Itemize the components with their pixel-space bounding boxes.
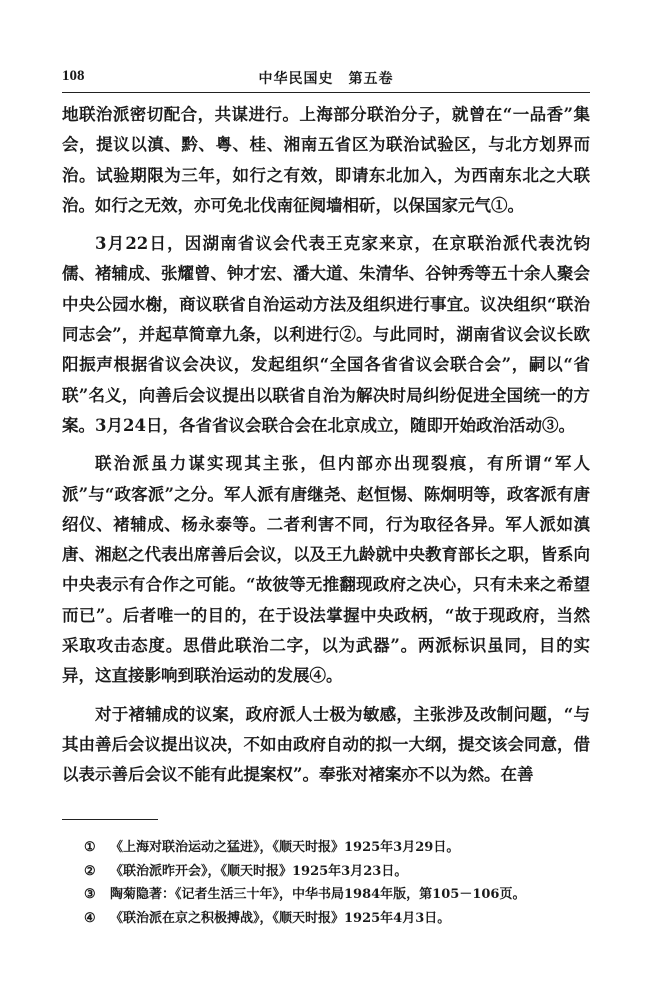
footnote-marker: ④ bbox=[84, 910, 96, 926]
footnotes bbox=[84, 836, 590, 930]
footnote-marker: ③ bbox=[84, 887, 96, 902]
footnote-marker: ① bbox=[84, 840, 96, 855]
footnote bbox=[84, 836, 590, 860]
running-title: 中华民国史 第五卷 bbox=[258, 71, 394, 87]
footnote-text: 《联治派在京之积极搏战》，《顺天时报》1925年4月3日。 bbox=[110, 910, 451, 926]
footnote-marker: ② bbox=[84, 863, 96, 879]
footnote-text: 陶菊隐著：《记者生活三十年》，中华书局1984年版，第105－106页。 bbox=[110, 887, 526, 902]
footnote-text: 《联治派昨开会》，《顺天时报》1925年3月23日。 bbox=[110, 863, 408, 879]
paragraph: 3月22日，因湖南省议会代表王克家来京，在京联治派代表沈钧儒、褚辅成、张耀曾、钟才宏、潘大道、朱清华、谷钟秀等五十余人聚会中央公园水榭，商议联省自治运动方法及组织进行事宜。议决组织“联治同志会”，并起草简章九条，以利进行②。与此同时，湖南省议会议长欧阳振声根据省议会决议，发起组织“全国各省省议会联合会”，嗣以“省联”名义，向善后会议提出以联省自治为解决时局纠纷促进全国统一的方案。3月24日，各省省议会联合会在北京成立，随即开始政治活动③。 bbox=[62, 234, 590, 435]
footnote bbox=[84, 860, 590, 884]
page-header bbox=[62, 68, 590, 90]
header-rule bbox=[62, 92, 590, 93]
footnote bbox=[84, 883, 590, 907]
footnote-text: 《上海对联治运动之猛进》，《顺天时报》1925年3月29日。 bbox=[110, 840, 460, 855]
footnote bbox=[84, 907, 590, 931]
paragraph: 地联治派密切配合，共谋进行。上海部分联治分子，就曾在“一品香”集会，提议以滇、黔、粤、桂、湘南五省区为联治试验区，与北方划界而治。试验期限为三年，如行之有效，即请东北加入，为西南东北之大联治。如行之无效，亦可免北伐南征阋墙相斫，以保国家元气①。 bbox=[62, 105, 590, 215]
body-text bbox=[62, 100, 590, 791]
page-number: 108 bbox=[62, 68, 85, 84]
footnote-rule bbox=[62, 819, 158, 820]
paragraph: 联治派虽力谋实现其主张，但内部亦出现裂痕，有所谓“军人派”与“政客派”之分。军人派有唐继尧、赵恒惕、陈炯明等，政客派有唐绍仪、褚辅成、杨永泰等。二者利害不同，行为取径各异。军人派如滇唐、湘赵之代表出席善后会议，以及王九龄就中央教育部长之职，皆系向中央表示有合作之可能。“故彼等无推翻现政府之决心，只有未来之希望而已”。后者唯一的目的，在于设法掌握中央政柄，“故于现政府，当然采取攻击态度。思借此联治二字，以为武器”。两派标识虽同，目的实异，这直接影响到联治运动的发展④。 bbox=[62, 454, 590, 686]
paragraph: 对于褚辅成的议案，政府派人士极为敏感，主张涉及改制问题，“与其由善后会议提出议决，不如由政府自动的拟一大纲，提交该会同意，借以表示善后会议不能有此提案权”。奉张对褚案亦不以为然。在善 bbox=[62, 704, 590, 785]
